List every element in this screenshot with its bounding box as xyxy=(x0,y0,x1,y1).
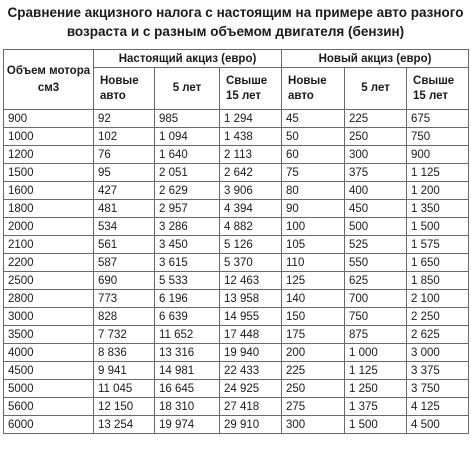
new-new-cell: 250 xyxy=(282,380,345,398)
current-5y-cell: 1 094 xyxy=(155,128,220,146)
table-row xyxy=(4,200,469,218)
table-row xyxy=(4,236,469,254)
current-15y-cell: 1 438 xyxy=(220,128,282,146)
engine-volume-cell: 3000 xyxy=(4,308,94,326)
new-5y-cell: 750 xyxy=(345,308,407,326)
current-new-cell: 690 xyxy=(94,272,155,290)
engine-volume-header: Объем мотора см3 xyxy=(4,50,94,110)
current-new-cell: 12 150 xyxy=(94,398,155,416)
new-5y-cell: 525 xyxy=(345,236,407,254)
table-row xyxy=(4,218,469,236)
new-new-cell: 90 xyxy=(282,200,345,218)
new-15y-cell: 750 xyxy=(407,128,469,146)
page-title: Сравнение акцизного налога с настоящим на примере авто разного возраста и с разным объемом двигателя (бензин) xyxy=(7,5,464,39)
current-15y-cell: 5 126 xyxy=(220,236,282,254)
new-new-cars-header: Новые авто xyxy=(282,68,345,110)
new-15y-cell: 2 250 xyxy=(407,308,469,326)
engine-volume-cell: 1600 xyxy=(4,182,94,200)
engine-volume-cell: 4000 xyxy=(4,344,94,362)
engine-volume-cell: 5600 xyxy=(4,398,94,416)
current-5y-cell: 6 196 xyxy=(155,290,220,308)
new-new-cell: 275 xyxy=(282,398,345,416)
current-15y-cell: 12 463 xyxy=(220,272,282,290)
new-new-cell: 60 xyxy=(282,146,345,164)
new-over-15-years-header: Свыше 15 лет xyxy=(407,68,469,110)
current-5y-cell: 2 051 xyxy=(155,164,220,182)
new-15y-cell: 3 375 xyxy=(407,362,469,380)
new-new-cell: 225 xyxy=(282,362,345,380)
new-15y-cell: 1 125 xyxy=(407,164,469,182)
engine-volume-cell: 4500 xyxy=(4,362,94,380)
table-row xyxy=(4,416,469,434)
current-new-cell: 427 xyxy=(94,182,155,200)
table-row xyxy=(4,128,469,146)
engine-volume-cell: 6000 xyxy=(4,416,94,434)
engine-volume-cell: 1000 xyxy=(4,128,94,146)
table-row xyxy=(4,362,469,380)
current-new-cell: 13 254 xyxy=(94,416,155,434)
current-15y-cell: 24 925 xyxy=(220,380,282,398)
current-over-15-years-header: Свыше 15 лет xyxy=(220,68,282,110)
new-new-cell: 125 xyxy=(282,272,345,290)
current-new-cell: 773 xyxy=(94,290,155,308)
new-5y-cell: 1 250 xyxy=(345,380,407,398)
new-new-cell: 200 xyxy=(282,344,345,362)
new-5y-cell: 875 xyxy=(345,326,407,344)
current-15y-cell: 5 370 xyxy=(220,254,282,272)
engine-volume-cell: 5000 xyxy=(4,380,94,398)
table-row xyxy=(4,326,469,344)
current-new-cell: 534 xyxy=(94,218,155,236)
current-5y-cell: 2 629 xyxy=(155,182,220,200)
current-new-cell: 76 xyxy=(94,146,155,164)
table-row xyxy=(4,182,469,200)
new-excise-header: Новый акциз (евро) xyxy=(282,50,469,68)
table-body xyxy=(4,110,469,434)
current-5y-cell: 11 652 xyxy=(155,326,220,344)
new-5y-cell: 375 xyxy=(345,164,407,182)
current-5y-cell: 13 316 xyxy=(155,344,220,362)
current-new-cell: 481 xyxy=(94,200,155,218)
current-new-cell: 11 045 xyxy=(94,380,155,398)
current-excise-header: Настоящий акциз (евро) xyxy=(94,50,282,68)
current-15y-cell: 2 113 xyxy=(220,146,282,164)
table-row xyxy=(4,272,469,290)
new-15y-cell: 675 xyxy=(407,110,469,128)
new-5y-cell: 450 xyxy=(345,200,407,218)
new-15y-cell: 3 750 xyxy=(407,380,469,398)
new-5y-cell: 400 xyxy=(345,182,407,200)
new-15y-cell: 3 000 xyxy=(407,344,469,362)
table-row xyxy=(4,344,469,362)
new-new-cell: 80 xyxy=(282,182,345,200)
current-15y-cell: 4 882 xyxy=(220,218,282,236)
new-new-cell: 140 xyxy=(282,290,345,308)
current-15y-cell: 1 294 xyxy=(220,110,282,128)
new-5y-cell: 1 000 xyxy=(345,344,407,362)
current-15y-cell: 13 958 xyxy=(220,290,282,308)
current-15y-cell: 14 955 xyxy=(220,308,282,326)
new-15y-cell: 2 100 xyxy=(407,290,469,308)
table-row xyxy=(4,398,469,416)
new-5y-cell: 1 125 xyxy=(345,362,407,380)
table-row xyxy=(4,110,469,128)
table-row xyxy=(4,164,469,182)
engine-volume-cell: 1800 xyxy=(4,200,94,218)
table-row xyxy=(4,254,469,272)
new-5y-cell: 250 xyxy=(345,128,407,146)
engine-volume-cell: 1500 xyxy=(4,164,94,182)
current-15y-cell: 29 910 xyxy=(220,416,282,434)
current-5y-cell: 19 974 xyxy=(155,416,220,434)
current-5y-cell: 3 450 xyxy=(155,236,220,254)
new-5y-cell: 625 xyxy=(345,272,407,290)
current-new-cell: 8 836 xyxy=(94,344,155,362)
new-5y-cell: 1 500 xyxy=(345,416,407,434)
new-new-cell: 300 xyxy=(282,416,345,434)
engine-volume-cell: 2500 xyxy=(4,272,94,290)
current-5-years-header: 5 лет xyxy=(155,68,220,110)
engine-volume-cell: 2000 xyxy=(4,218,94,236)
engine-volume-cell: 2800 xyxy=(4,290,94,308)
engine-volume-cell: 2200 xyxy=(4,254,94,272)
current-15y-cell: 3 906 xyxy=(220,182,282,200)
engine-volume-cell: 1200 xyxy=(4,146,94,164)
new-15y-cell: 1 350 xyxy=(407,200,469,218)
new-new-cell: 175 xyxy=(282,326,345,344)
current-new-cell: 9 941 xyxy=(94,362,155,380)
excise-comparison-table xyxy=(3,49,469,434)
table-row xyxy=(4,290,469,308)
new-15y-cell: 1 650 xyxy=(407,254,469,272)
new-5y-cell: 550 xyxy=(345,254,407,272)
table-row xyxy=(4,308,469,326)
current-new-cell: 561 xyxy=(94,236,155,254)
new-5-years-header: 5 лет xyxy=(345,68,407,110)
new-new-cell: 150 xyxy=(282,308,345,326)
table-row xyxy=(4,146,469,164)
table-row xyxy=(4,380,469,398)
current-5y-cell: 18 310 xyxy=(155,398,220,416)
current-15y-cell: 19 940 xyxy=(220,344,282,362)
current-15y-cell: 17 448 xyxy=(220,326,282,344)
new-15y-cell: 2 625 xyxy=(407,326,469,344)
current-new-cars-header: Новые авто xyxy=(94,68,155,110)
current-5y-cell: 6 639 xyxy=(155,308,220,326)
new-new-cell: 110 xyxy=(282,254,345,272)
current-new-cell: 102 xyxy=(94,128,155,146)
new-new-cell: 100 xyxy=(282,218,345,236)
current-5y-cell: 1 640 xyxy=(155,146,220,164)
current-15y-cell: 27 418 xyxy=(220,398,282,416)
current-5y-cell: 2 957 xyxy=(155,200,220,218)
new-15y-cell: 4 500 xyxy=(407,416,469,434)
current-new-cell: 95 xyxy=(94,164,155,182)
current-15y-cell: 4 394 xyxy=(220,200,282,218)
current-new-cell: 587 xyxy=(94,254,155,272)
engine-volume-cell: 900 xyxy=(4,110,94,128)
current-new-cell: 7 732 xyxy=(94,326,155,344)
new-5y-cell: 1 375 xyxy=(345,398,407,416)
engine-volume-cell: 3500 xyxy=(4,326,94,344)
current-5y-cell: 3 615 xyxy=(155,254,220,272)
current-5y-cell: 16 645 xyxy=(155,380,220,398)
new-5y-cell: 225 xyxy=(345,110,407,128)
current-5y-cell: 3 286 xyxy=(155,218,220,236)
new-new-cell: 75 xyxy=(282,164,345,182)
current-5y-cell: 14 981 xyxy=(155,362,220,380)
current-new-cell: 828 xyxy=(94,308,155,326)
current-5y-cell: 5 533 xyxy=(155,272,220,290)
current-new-cell: 92 xyxy=(94,110,155,128)
new-5y-cell: 300 xyxy=(345,146,407,164)
new-15y-cell: 1 575 xyxy=(407,236,469,254)
new-new-cell: 105 xyxy=(282,236,345,254)
current-15y-cell: 2 642 xyxy=(220,164,282,182)
new-new-cell: 50 xyxy=(282,128,345,146)
new-15y-cell: 900 xyxy=(407,146,469,164)
engine-volume-cell: 2100 xyxy=(4,236,94,254)
new-15y-cell: 1 850 xyxy=(407,272,469,290)
new-new-cell: 45 xyxy=(282,110,345,128)
new-15y-cell: 1 500 xyxy=(407,218,469,236)
current-15y-cell: 22 433 xyxy=(220,362,282,380)
current-5y-cell: 985 xyxy=(155,110,220,128)
new-15y-cell: 4 125 xyxy=(407,398,469,416)
new-5y-cell: 500 xyxy=(345,218,407,236)
new-15y-cell: 1 200 xyxy=(407,182,469,200)
new-5y-cell: 700 xyxy=(345,290,407,308)
